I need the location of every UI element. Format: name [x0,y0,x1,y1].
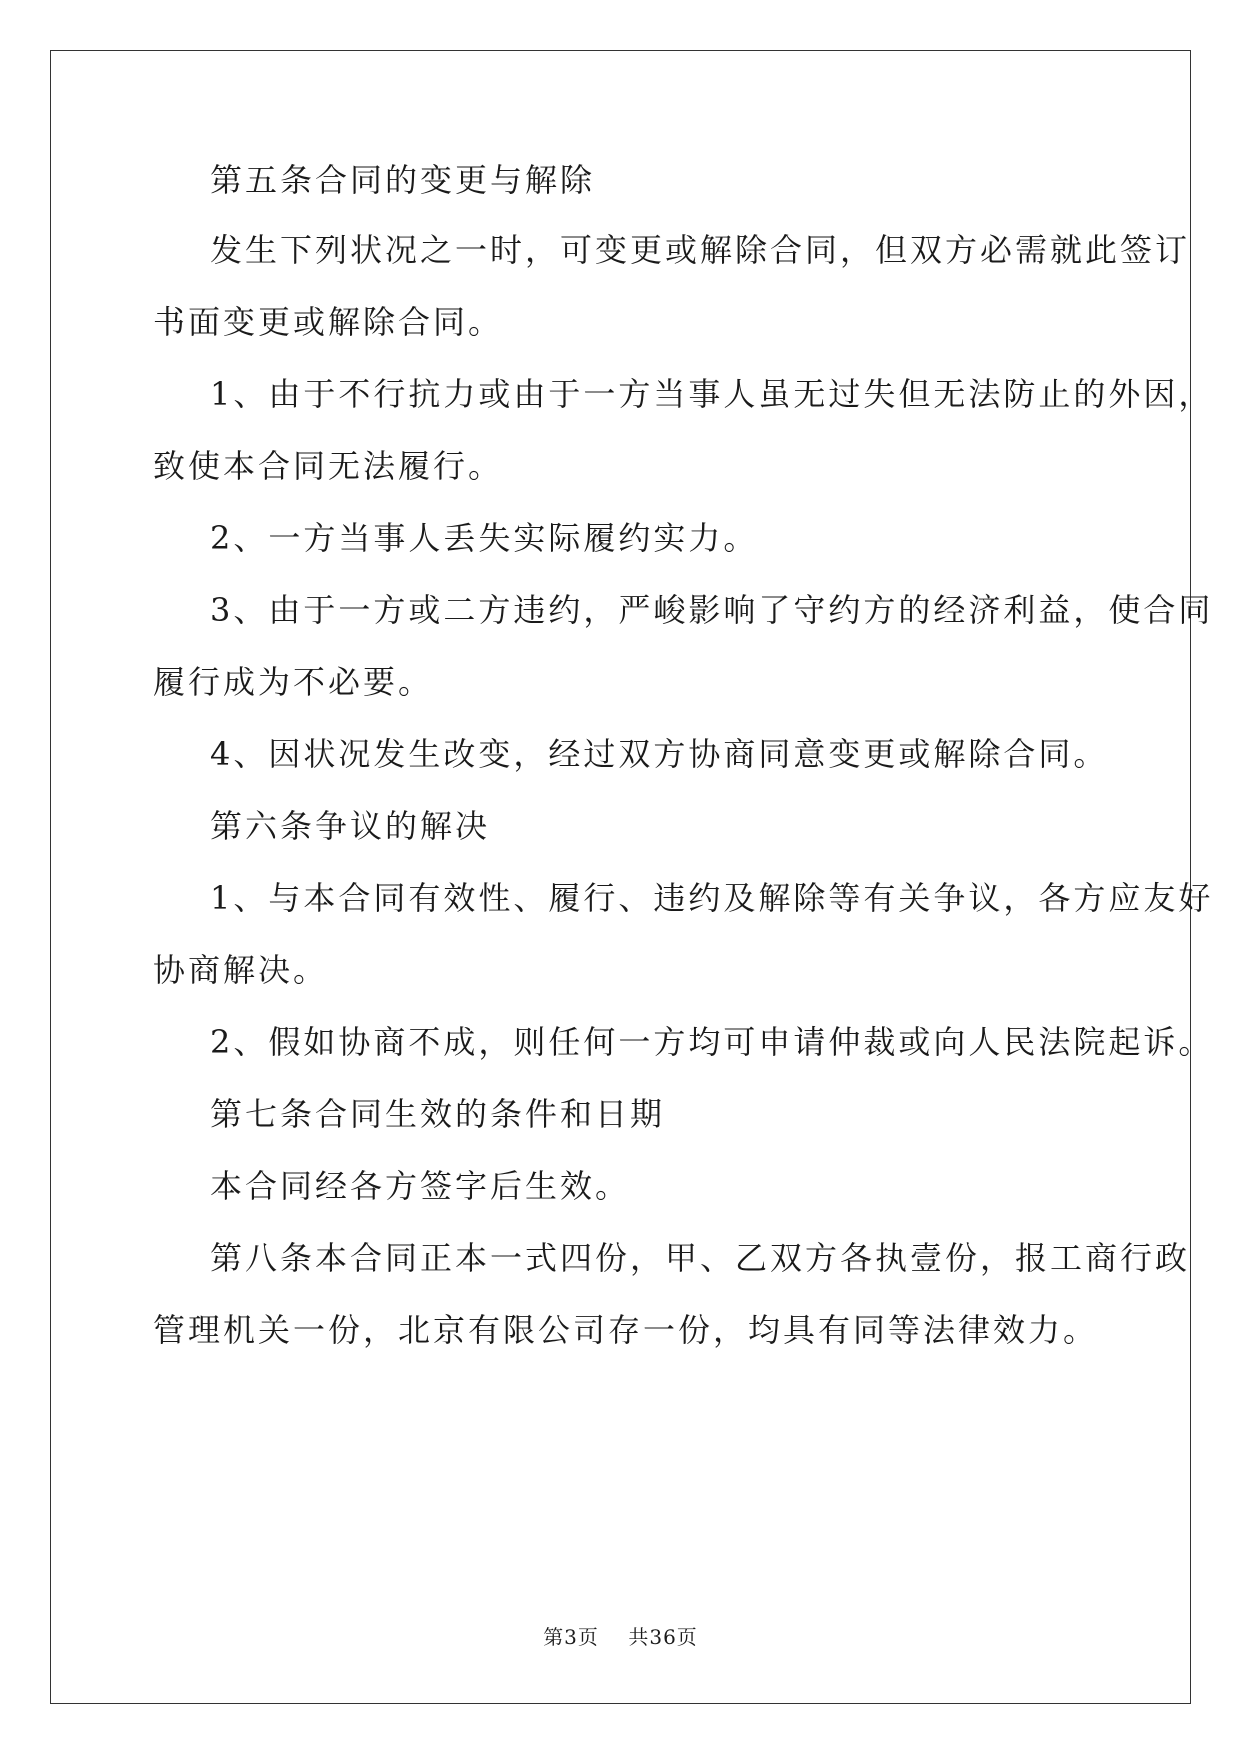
paragraph-line: 履行成为不必要。 [153,663,434,701]
heading-article-6: 第六条争议的解决 [210,807,491,845]
heading-article-8: 第八条本合同正本一式四份，甲、乙双方各执壹份，报工商行政 [210,1239,1191,1277]
paragraph-line: 本合同经各方签字后生效。 [210,1167,631,1205]
heading-article-5: 第五条合同的变更与解除 [210,161,596,199]
paragraph-line: 1、由于不行抗力或由于一方当事人虽无过失但无法防止的外因， [210,375,1214,413]
total-pages: 共36页 [628,1625,698,1649]
paragraph-line: 发生下列状况之一时，可变更或解除合同，但双方必需就此签订 [210,231,1191,269]
paragraph-line: 1、与本合同有效性、履行、违约及解除等有关争议，各方应友好 [210,879,1214,917]
paragraph-line: 管理机关一份，北京有限公司存一份，均具有同等法律效力。 [153,1311,1099,1349]
heading-article-7: 第七条合同生效的条件和日期 [210,1095,666,1133]
page-footer [0,1625,1241,1649]
paragraph-line: 4、因状况发生改变，经过双方协商同意变更或解除合同。 [210,735,1109,773]
paragraph-line: 3、由于一方或二方违约，严峻影响了守约方的经济利益，使合同 [210,591,1214,629]
paragraph-line: 协商解决。 [153,951,329,989]
page-number: 第3页 [543,1625,599,1649]
paragraph-line: 2、假如协商不成，则任何一方均可申请仲裁或向人民法院起诉。 [210,1023,1214,1061]
paragraph-line: 致使本合同无法履行。 [153,447,504,485]
page-border [50,50,1191,1704]
paragraph-line: 2、一方当事人丢失实际履约实力。 [210,519,759,557]
paragraph-line: 书面变更或解除合同。 [153,303,504,341]
